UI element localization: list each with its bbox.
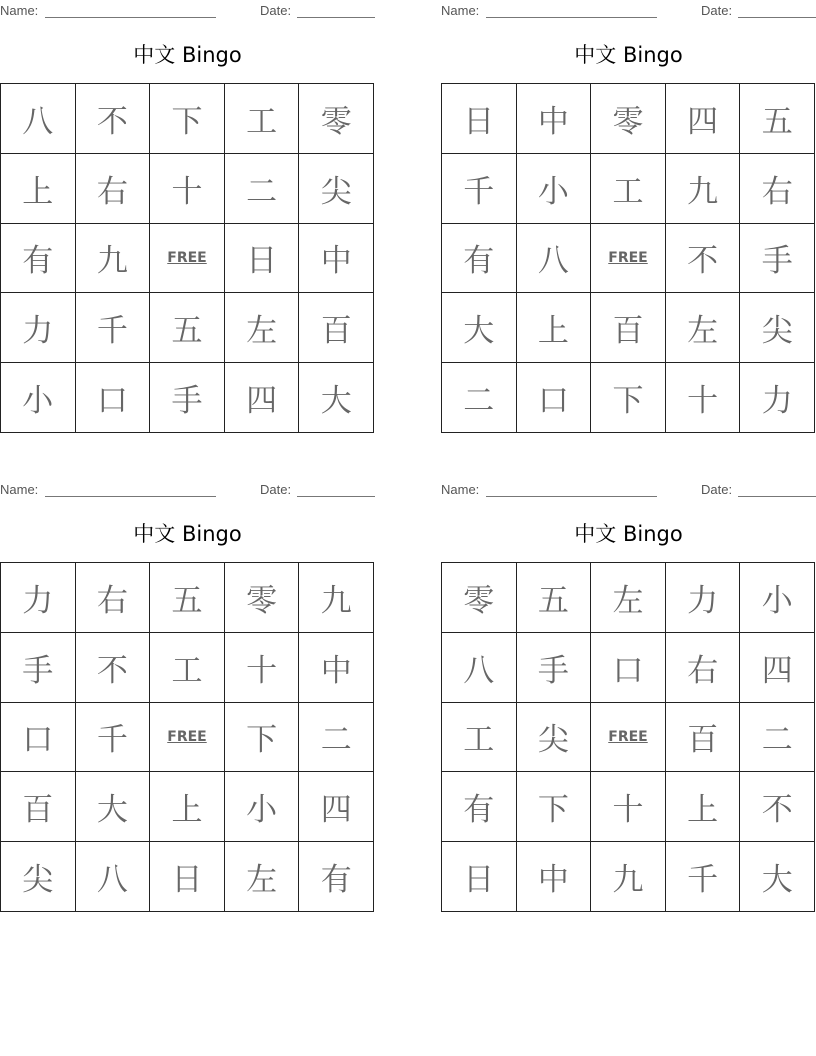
bingo-cell[interactable]: 力 [1,563,76,633]
bingo-cell[interactable]: 十 [225,633,300,703]
bingo-grid [441,83,815,433]
bingo-cell[interactable]: 下 [591,363,666,433]
bingo-cell[interactable]: 尖 [1,842,76,912]
free-space[interactable]: FREE [591,224,666,294]
bingo-cell[interactable]: 有 [1,224,76,294]
date-label: Date: [260,3,292,18]
bingo-cell[interactable]: 四 [740,633,815,703]
bingo-cell[interactable]: 小 [225,772,300,842]
bingo-cell[interactable]: 五 [150,293,225,363]
bingo-grid [0,83,374,433]
bingo-cell[interactable]: 有 [299,842,374,912]
bingo-cell[interactable]: 千 [76,703,151,773]
bingo-cell[interactable]: 右 [666,633,741,703]
bingo-cell[interactable]: 小 [517,154,592,224]
bingo-card [0,0,375,432]
bingo-cell[interactable]: 十 [666,363,741,433]
bingo-card [0,479,375,911]
bingo-cell[interactable]: 十 [591,772,666,842]
bingo-cell[interactable]: 小 [740,563,815,633]
bingo-card [441,479,816,911]
bingo-cell[interactable]: 大 [740,842,815,912]
bingo-cell[interactable]: 下 [517,772,592,842]
bingo-cell[interactable]: 零 [591,84,666,154]
card-title: 中文 Bingo [574,522,683,546]
bingo-cell[interactable]: 左 [591,563,666,633]
bingo-cell[interactable]: 二 [740,703,815,773]
bingo-cell[interactable]: 百 [666,703,741,773]
bingo-cell[interactable]: 大 [442,293,517,363]
name-label: Name: [0,3,39,18]
name-label: Name: [0,482,39,497]
bingo-cell[interactable]: 日 [225,224,300,294]
date-label: Date: [701,3,733,18]
bingo-cell[interactable]: 不 [740,772,815,842]
bingo-cell[interactable]: 千 [442,154,517,224]
date-label: Date: [701,482,733,497]
bingo-cell[interactable]: 上 [150,772,225,842]
bingo-cell[interactable]: 尖 [517,703,592,773]
free-space[interactable]: FREE [150,224,225,294]
date-field[interactable] [297,496,375,497]
bingo-cell[interactable]: 上 [666,772,741,842]
card-header [0,481,375,499]
bingo-cell[interactable]: 工 [442,703,517,773]
bingo-cell[interactable]: 九 [591,842,666,912]
bingo-cell[interactable]: 左 [666,293,741,363]
bingo-cell[interactable]: 右 [76,563,151,633]
bingo-cell[interactable]: 百 [1,772,76,842]
bingo-cell[interactable]: 十 [150,154,225,224]
bingo-cell[interactable]: 九 [299,563,374,633]
bingo-cell[interactable]: 左 [225,293,300,363]
bingo-cell[interactable]: 有 [442,224,517,294]
bingo-cell[interactable]: 零 [225,563,300,633]
bingo-cell[interactable]: 右 [76,154,151,224]
date-field[interactable] [738,496,816,497]
card-title: 中文 Bingo [133,43,242,67]
bingo-cell[interactable]: 右 [740,154,815,224]
card-title: 中文 Bingo [133,522,242,546]
name-label: Name: [441,3,480,18]
card-title: 中文 Bingo [574,43,683,67]
bingo-cell[interactable]: 大 [76,772,151,842]
bingo-cell[interactable]: 力 [740,363,815,433]
date-label: Date: [260,482,292,497]
bingo-cell[interactable]: 工 [150,633,225,703]
bingo-cell[interactable]: 大 [299,363,374,433]
bingo-cell[interactable]: 口 [1,703,76,773]
bingo-cell[interactable]: 九 [666,154,741,224]
bingo-cell[interactable]: 口 [76,363,151,433]
date-field[interactable] [738,17,816,18]
bingo-cell[interactable]: 力 [1,293,76,363]
bingo-card [441,0,816,432]
name-field[interactable] [486,17,657,18]
card-header [441,481,816,499]
bingo-cell[interactable]: 百 [299,293,374,363]
bingo-cell[interactable]: 中 [517,842,592,912]
bingo-grid [0,562,374,912]
bingo-cell[interactable]: 不 [666,224,741,294]
bingo-cell[interactable]: 二 [442,363,517,433]
bingo-cell[interactable]: 五 [517,563,592,633]
bingo-cell[interactable]: 中 [299,224,374,294]
bingo-cell[interactable]: 上 [517,293,592,363]
bingo-cell[interactable]: 下 [150,84,225,154]
name-field[interactable] [45,17,216,18]
bingo-cell[interactable]: 口 [517,363,592,433]
bingo-cell[interactable]: 零 [299,84,374,154]
bingo-cell[interactable]: 日 [442,842,517,912]
date-field[interactable] [297,17,375,18]
bingo-cell[interactable]: 五 [740,84,815,154]
bingo-cell[interactable]: 千 [76,293,151,363]
free-space[interactable]: FREE [150,703,225,773]
bingo-cell[interactable]: 尖 [299,154,374,224]
card-header [441,2,816,20]
bingo-cell[interactable]: 二 [299,703,374,773]
bingo-cell[interactable]: 小 [1,363,76,433]
bingo-cell[interactable]: 不 [76,633,151,703]
bingo-cell[interactable]: 八 [517,224,592,294]
bingo-cell[interactable]: 日 [442,84,517,154]
bingo-cell[interactable]: 手 [150,363,225,433]
bingo-cell[interactable]: 上 [1,154,76,224]
bingo-cell[interactable]: 八 [442,633,517,703]
bingo-cell[interactable]: 左 [225,842,300,912]
bingo-cell[interactable]: 中 [299,633,374,703]
bingo-cell[interactable]: 四 [225,363,300,433]
bingo-cell[interactable]: 二 [225,154,300,224]
bingo-cell[interactable]: 四 [666,84,741,154]
bingo-cell[interactable]: 千 [666,842,741,912]
bingo-cell[interactable]: 手 [1,633,76,703]
bingo-cell[interactable]: 工 [591,154,666,224]
bingo-cell[interactable]: 力 [666,563,741,633]
bingo-cell[interactable]: 百 [591,293,666,363]
name-label: Name: [441,482,480,497]
bingo-cell[interactable]: 中 [517,84,592,154]
bingo-cell[interactable]: 手 [517,633,592,703]
bingo-cell[interactable]: 口 [591,633,666,703]
bingo-cell[interactable]: 工 [225,84,300,154]
bingo-grid [441,562,815,912]
bingo-cell[interactable]: 日 [150,842,225,912]
card-header [0,2,375,20]
bingo-cell[interactable]: 手 [740,224,815,294]
bingo-cell[interactable]: 八 [76,842,151,912]
bingo-cell[interactable]: 尖 [740,293,815,363]
bingo-cell[interactable]: 零 [442,563,517,633]
bingo-cell[interactable]: 四 [299,772,374,842]
free-space[interactable]: FREE [591,703,666,773]
bingo-cell[interactable]: 九 [76,224,151,294]
bingo-cell[interactable]: 五 [150,563,225,633]
bingo-cell[interactable]: 下 [225,703,300,773]
bingo-cell[interactable]: 不 [76,84,151,154]
bingo-cell[interactable]: 有 [442,772,517,842]
name-field[interactable] [45,496,216,497]
bingo-cell[interactable]: 八 [1,84,76,154]
name-field[interactable] [486,496,657,497]
